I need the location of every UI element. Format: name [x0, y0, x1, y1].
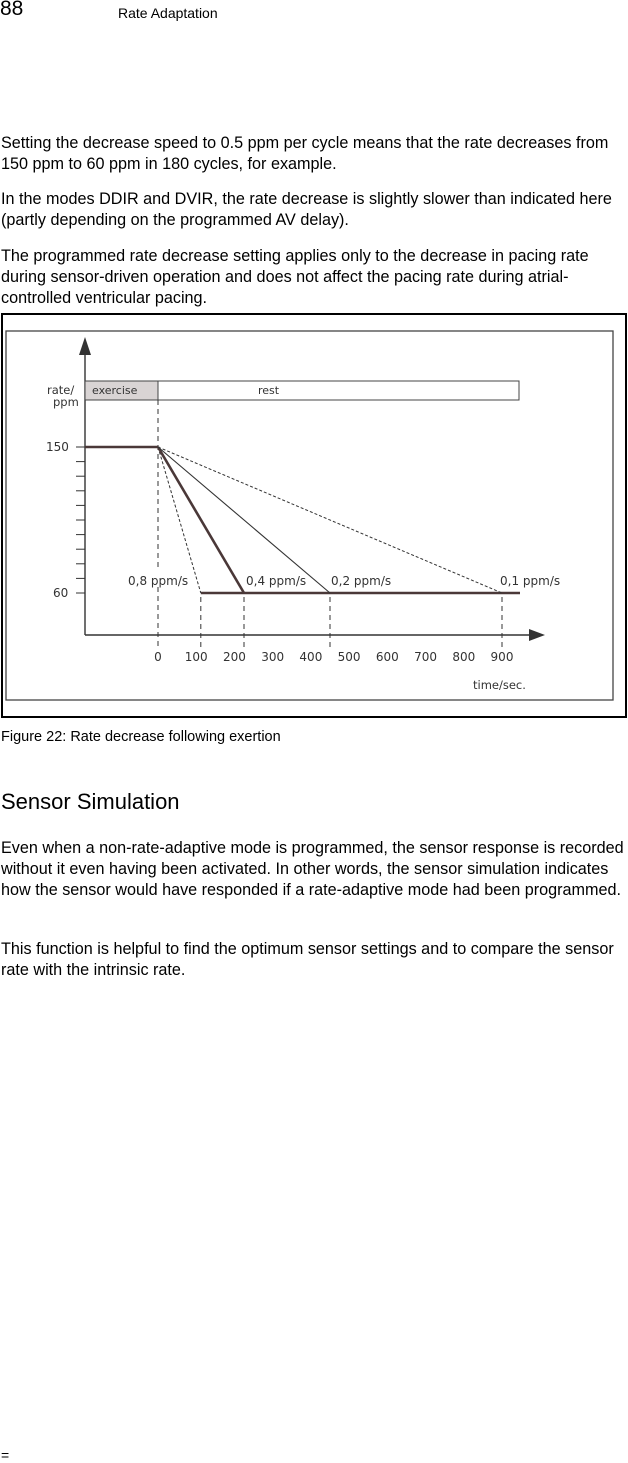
section-paragraph-1: Even when a non-rate-adaptive mode is programmed, the sensor response is recorded without it even having been activated. In other words, the sensor simulation indicates how the sensor would have responded if a rate-adaptive mode had been programmed. [1, 839, 624, 899]
y-axis-label-line: rate/ [47, 383, 75, 397]
x-tick-label: 600 [375, 650, 399, 664]
x-tick-label: 400 [299, 650, 323, 664]
x-tick-label: 900 [490, 650, 514, 664]
body-paragraph-1: Setting the decrease speed to 0.5 ppm per cycle means that the rate decreases from 150 ppm to 60 ppm in 180 cycles, for example. [1, 134, 609, 173]
x-axis-label: time/sec. [473, 678, 526, 692]
x-tick-label: 200 [222, 650, 246, 664]
section-paragraph-2: This function is helpful to find the optimum sensor settings and to compare the sensor rate with the intrinsic rate. [1, 940, 614, 979]
rest-phase-box [158, 381, 519, 400]
figure-caption: Figure 22: Rate decrease following exertion [1, 729, 281, 745]
series-label: 0,2 ppm/s [331, 574, 392, 588]
x-tick-label: 100 [184, 650, 208, 664]
body-paragraph-2: In the modes DDIR and DVIR, the rate decrease is slightly slower than indicated here (partly depending on the programmed AV delay). [1, 190, 612, 229]
x-tick-label: 700 [414, 650, 438, 664]
series-line [158, 447, 502, 593]
page-number: 88 [0, 0, 24, 20]
y-axis-label-line: ppm [53, 395, 79, 409]
series-line [158, 447, 244, 593]
series-label: 0,1 ppm/s [500, 574, 561, 588]
footer-mark: = [1, 1447, 10, 1463]
x-tick-label: 0 [154, 650, 162, 664]
series-label: 0,4 ppm/s [246, 574, 307, 588]
section-heading: Sensor Simulation [1, 789, 180, 814]
y-axis-label [47, 383, 79, 409]
figure-frame [1, 313, 627, 718]
body-paragraph-3: The programmed rate decrease setting applies only to the decrease in pacing rate during sensor-driven operation and does not affect the pacing rate during atrial-controlled ventricular pacing. [1, 247, 589, 307]
y-tick-label: 60 [53, 586, 69, 600]
x-tick-label: 800 [452, 650, 476, 664]
series-line [158, 447, 201, 593]
y-axis-arrow [79, 337, 91, 355]
x-tick-label: 300 [261, 650, 285, 664]
exercise-phase-label: exercise [92, 384, 138, 397]
series-line [158, 447, 330, 593]
x-axis-arrow [529, 629, 545, 641]
rest-phase-label: rest [258, 384, 280, 397]
y-tick-label: 150 [46, 440, 69, 454]
rate-decrease-chart [3, 315, 625, 716]
x-tick-label: 500 [337, 650, 361, 664]
series-label: 0,8 ppm/s [128, 574, 189, 588]
running-title: Rate Adaptation [118, 5, 218, 21]
